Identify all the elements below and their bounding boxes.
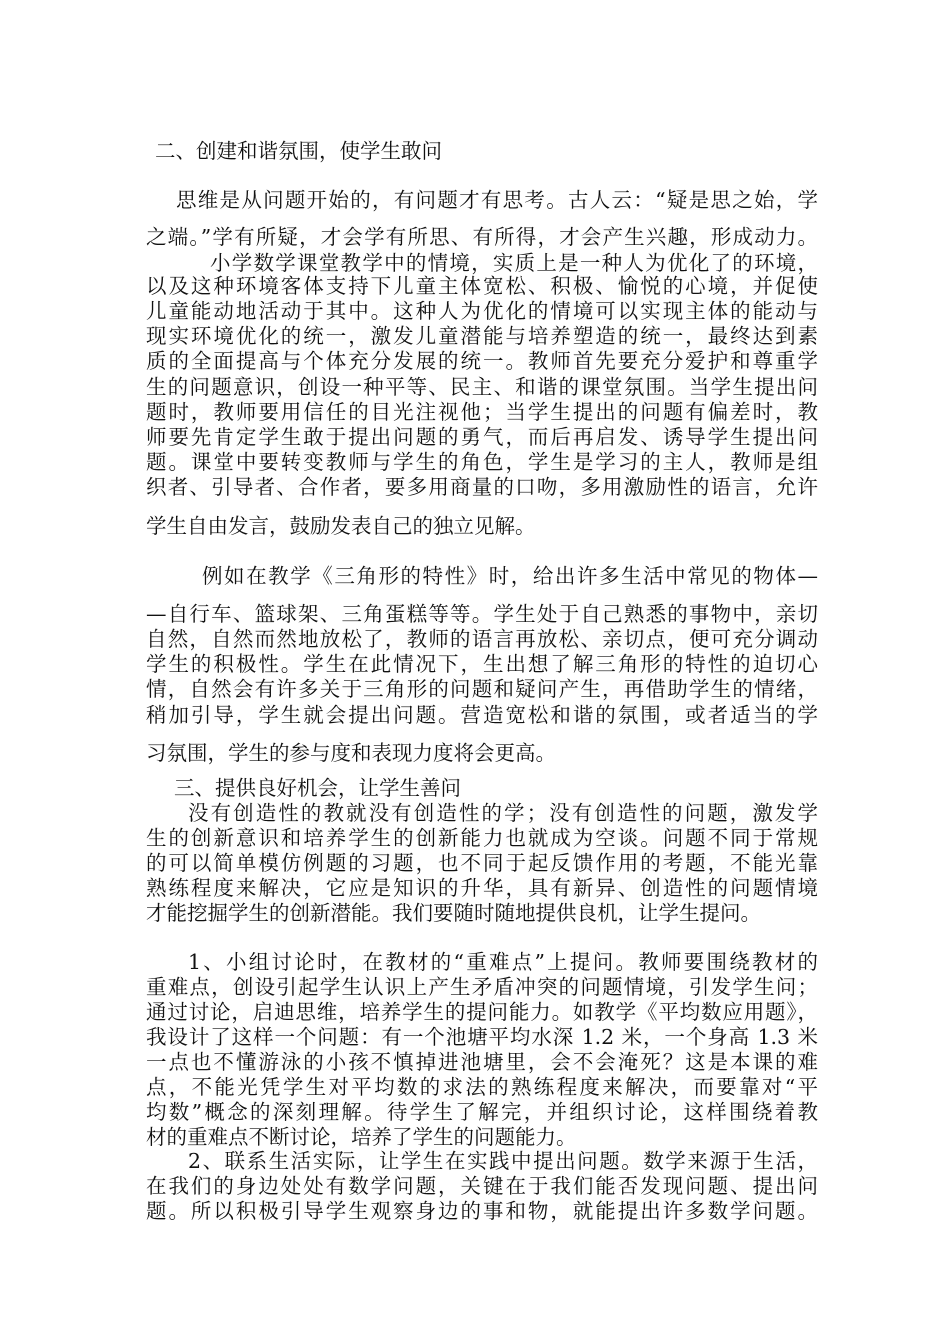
paragraph-4-line-3: 的可以简单模仿例题的习题，也不同于起反馈作用的考题，不能光靠: [146, 851, 818, 875]
section-heading-2: 二、创建和谐氛围，使学生敢问: [155, 139, 442, 163]
paragraph-3-line-6: 稍加引导，学生就会提出问题。营造宽松和谐的氛围，或者适当的学: [146, 703, 818, 727]
paragraph-2-line-10: 织者、引导者、合作者，要多用商量的口吻，多用激励性的语言，允许: [146, 475, 818, 499]
paragraph-1-line-2: 之端。”学有所疑，才会学有所思、有所得，才会产生兴趣，形成动力。: [146, 225, 818, 249]
paragraph-5-line-1: 1、小组讨论时，在教材的“重难点”上提问。教师要围绕教材的: [188, 950, 818, 974]
paragraph-5-line-5: 一点也不懂游泳的小孩不慎掉进池塘里，会不会淹死？这是本课的难: [146, 1050, 818, 1074]
paragraph-4-line-1: 没有创造性的教就没有创造性的学；没有创造性的问题，激发学: [188, 801, 818, 825]
paragraph-5-line-3: 通过讨论，启迪思维，培养学生的提问能力。如教学《平均数应用题》，: [146, 1000, 818, 1024]
paragraph-4-line-5: 才能挖掘学生的创新潜能。我们要随时随地提供良机，让学生提问。: [146, 901, 761, 925]
paragraph-6-line-3: 题。所以积极引导学生观察身边的事和物，就能提出许多数学问题。: [146, 1199, 818, 1223]
paragraph-1-line-1: 思维是从问题开始的，有问题才有思考。古人云：“疑是思之始，学: [176, 188, 818, 212]
section-heading-3: 三、提供良好机会，让学生善问: [174, 776, 461, 800]
paragraph-3-line-2: —自行车、篮球架、三角蛋糕等等。学生处于自己熟悉的事物中，亲切: [146, 602, 818, 626]
paragraph-2-line-2: 以及这种环境客体支持下儿童主体宽松、积极、愉悦的心境，并促使: [146, 274, 818, 298]
paragraph-3-line-7: 习氛围，学生的参与度和表现力度将会更高。: [146, 741, 556, 765]
paragraph-6-line-2: 在我们的身边处处有数学问题，关键在于我们能否发现问题、提出问: [146, 1174, 818, 1198]
paragraph-5-line-2: 重难点，创设引起学生认识上产生矛盾冲突的问题情境，引发学生问；: [146, 975, 818, 999]
paragraph-2-line-9: 题。课堂中要转变教师与学生的角色，学生是学习的主人，教师是组: [146, 450, 818, 474]
paragraph-2-line-4: 现实环境优化的统一，激发儿童潜能与培养塑造的统一，最终达到素: [146, 324, 818, 348]
paragraph-5-line-7: 均数”概念的深刻理解。待学生了解完，并组织讨论，这样围绕着教: [146, 1100, 818, 1124]
paragraph-3-line-1: 例如在教学《三角形的特性》时，给出许多生活中常见的物体—: [202, 564, 818, 588]
paragraph-4-line-4: 熟练程度来解决，它应是知识的升华，具有新异、创造性的问题情境: [146, 876, 818, 900]
paragraph-5-line-6: 点，不能光凭学生对平均数的求法的熟练程度来解决，而要靠对“平: [146, 1075, 818, 1099]
paragraph-3-line-4: 学生的积极性。学生在此情况下，生出想了解三角形的特性的迫切心: [146, 652, 818, 676]
paragraph-2-line-8: 师要先肯定学生敢于提出问题的勇气，而后再启发、诱导学生提出问: [146, 425, 818, 449]
paragraph-2-line-7: 题时，教师要用信任的目光注视他；当学生提出的问题有偏差时，教: [146, 400, 818, 424]
paragraph-3-line-3: 自然，自然而然地放松了，教师的语言再放松、亲切点，便可充分调动: [146, 627, 818, 651]
paragraph-2-line-3: 儿童能动地活动于其中。这种人为优化的情境可以实现主体的能动与: [146, 299, 818, 323]
paragraph-4-line-2: 生的创新意识和培养学生的创新能力也就成为空谈。问题不同于常规: [146, 826, 818, 850]
paragraph-2-line-6: 生的问题意识，创设一种平等、民主、和谐的课堂氛围。当学生提出问: [146, 375, 818, 399]
paragraph-3-line-5: 情，自然会有许多关于三角形的问题和疑问产生，再借助学生的情绪，: [146, 677, 818, 701]
paragraph-2-line-5: 质的全面提高与个体充分发展的统一。教师首先要充分爱护和尊重学: [146, 349, 818, 373]
paragraph-5-line-8: 材的重难点不断讨论，培养了学生的问题能力。: [146, 1125, 577, 1149]
paragraph-2-line-11: 学生自由发言，鼓励发表自己的独立见解。: [146, 514, 536, 538]
paragraph-5-line-4: 我设计了这样一个问题：有一个池塘平均水深 1.2 米，一个身高 1.3 米: [146, 1025, 818, 1049]
paragraph-2-line-1: 小学数学课堂教学中的情境，实质上是一种人为优化了的环境，: [210, 251, 818, 275]
paragraph-6-line-1: 2、联系生活实际，让学生在实践中提出问题。数学来源于生活，: [188, 1149, 818, 1173]
